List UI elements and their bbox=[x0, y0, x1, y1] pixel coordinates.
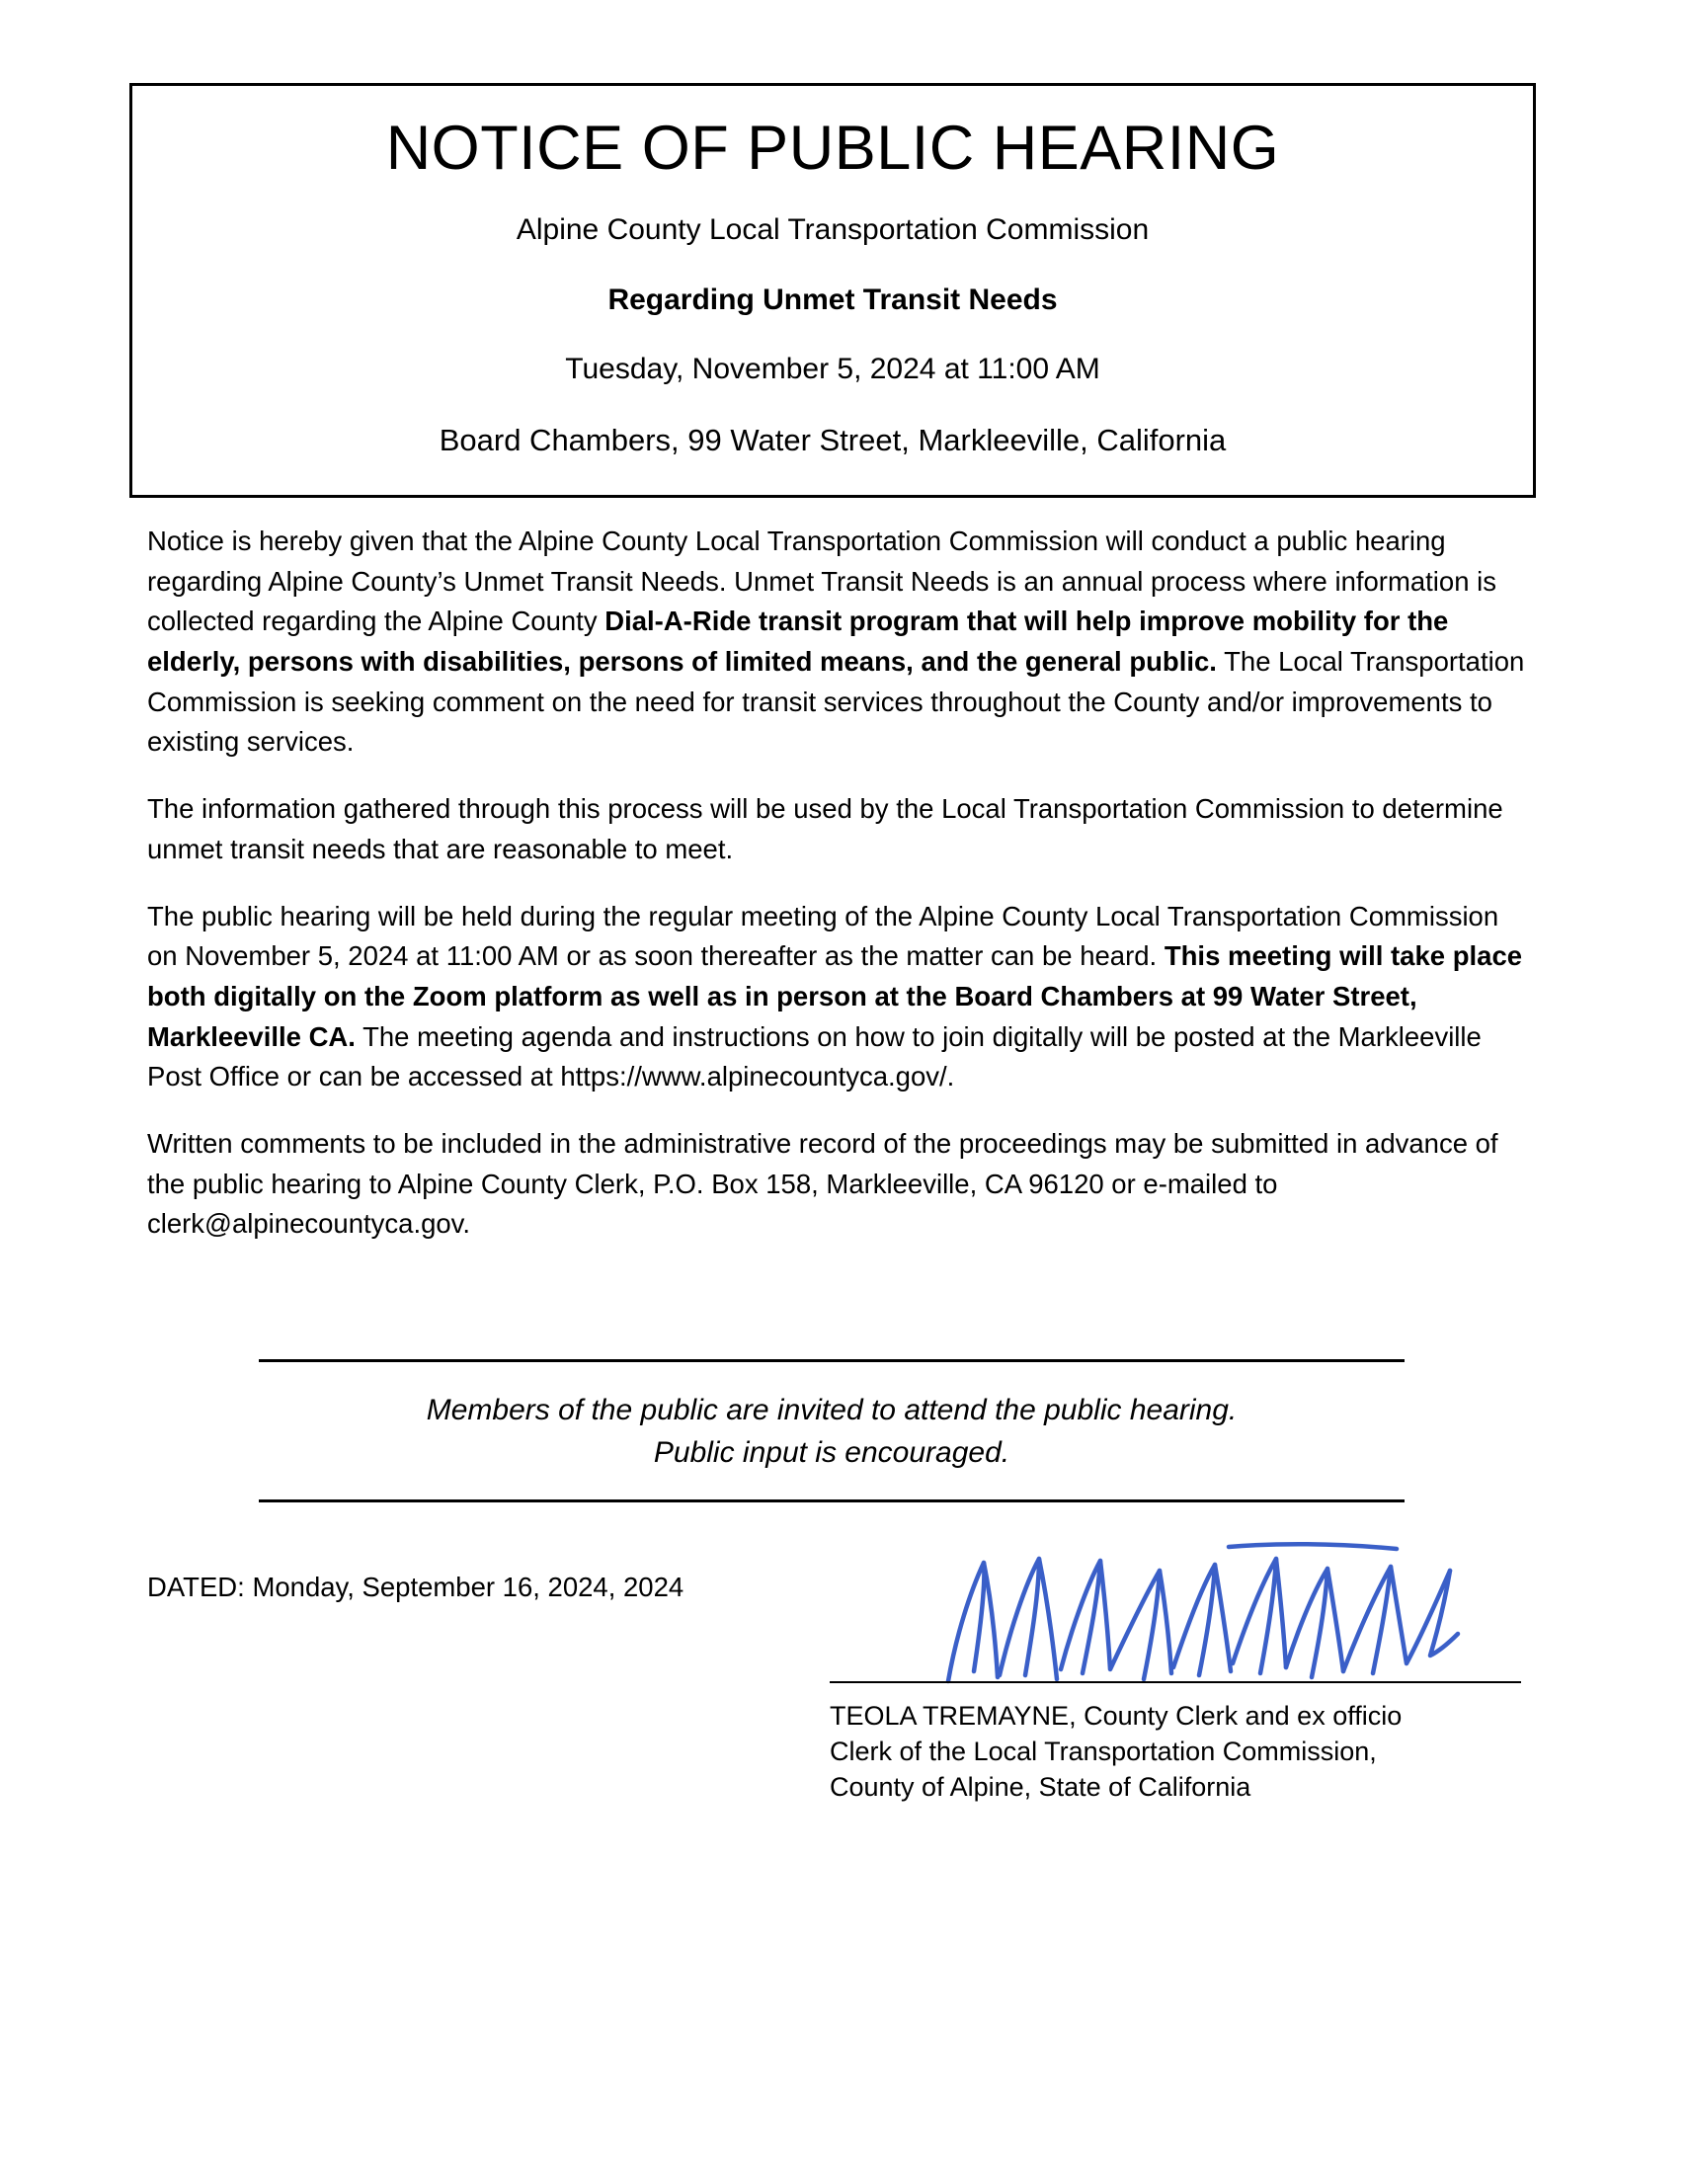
paragraph-3-text-b: The meeting agenda and instructions on how to join digitally will be posted at the Markleeville Post Office or can be accessed at https://www.alpinecountyca.gov/. bbox=[147, 1020, 1482, 1092]
signatory-name: TEOLA TREMAYNE, County Clerk and ex officio bbox=[830, 1701, 1403, 1731]
paragraph-1-text-b: The Local Transportation Commission is seeking comment on the need for transit services throughout the County and/or improvements to existing services. bbox=[147, 646, 1525, 758]
paragraph-3-text-a: The public hearing will be held during the regular meeting of the Alpine County Local Transportation Commission on November 5, 2024 at 11:00 AM or as soon thereafter as the matter can be heard. bbox=[147, 900, 1499, 972]
paragraph-written-comments: Written comments to be included in the administrative record of the proceedings may be submitted in advance of the public hearing to Alpine County Clerk, P.O. Box 158, Markleeville, CA 96120 or e-mailed to clerk@alpinecountyca.gov. bbox=[147, 1127, 1498, 1240]
handwritten-signature-icon bbox=[940, 1541, 1474, 1689]
invitation-block bbox=[259, 1359, 1405, 1502]
agency-name: Alpine County Local Transportation Commission bbox=[516, 213, 1150, 247]
signatory-title: Clerk of the Local Transportation Commission, bbox=[830, 1736, 1377, 1766]
signatory-block bbox=[830, 1699, 1402, 1806]
paragraph-3-bold: This meeting will take place both digitally on the Zoom platform as well as in person at the Board Chambers at 99 Water Street, Markleeville CA. bbox=[147, 940, 1523, 1052]
notice-body bbox=[147, 522, 1535, 1271]
hearing-subject: Regarding Unmet Transit Needs bbox=[607, 283, 1058, 316]
invitation-text bbox=[259, 1362, 1405, 1499]
paragraph-notice-given bbox=[147, 522, 1535, 763]
page-title: NOTICE OF PUBLIC HEARING bbox=[385, 114, 1280, 183]
signature-line bbox=[830, 1681, 1521, 1683]
divider-bottom bbox=[259, 1499, 1405, 1502]
invitation-line-2: Public input is encouraged. bbox=[653, 1435, 1010, 1469]
notice-header-box bbox=[129, 83, 1536, 498]
hearing-datetime: Tuesday, November 5, 2024 at 11:00 AM bbox=[565, 353, 1100, 386]
paragraph-1-bold: Dial-A-Ride transit program that will help improve mobility for the elderly, persons with disabilities, persons of limited means, and the general public. bbox=[147, 606, 1449, 678]
hearing-location: Board Chambers, 99 Water Street, Markleeville, California bbox=[439, 422, 1227, 457]
paragraph-hearing-details bbox=[147, 897, 1535, 1097]
dated-line: DATED: Monday, September 16, 2024, 2024 bbox=[147, 1572, 684, 1602]
paragraph-information-gathered: The information gathered through this process will be used by the Local Transportation Commission to determine unmet transit needs that are reasonable to meet. bbox=[147, 793, 1503, 864]
invitation-line-1: Members of the public are invited to attend the public hearing. bbox=[426, 1394, 1238, 1426]
signatory-jurisdiction: County of Alpine, State of California bbox=[830, 1771, 1251, 1802]
paragraph-1-text-a: Notice is hereby given that the Alpine County Local Transportation Commission will conduct a public hearing regarding Alpine County’s Unmet Transit Needs. Unmet Transit Needs is an annual process where information is collected regarding the Alpine County bbox=[147, 526, 1497, 637]
